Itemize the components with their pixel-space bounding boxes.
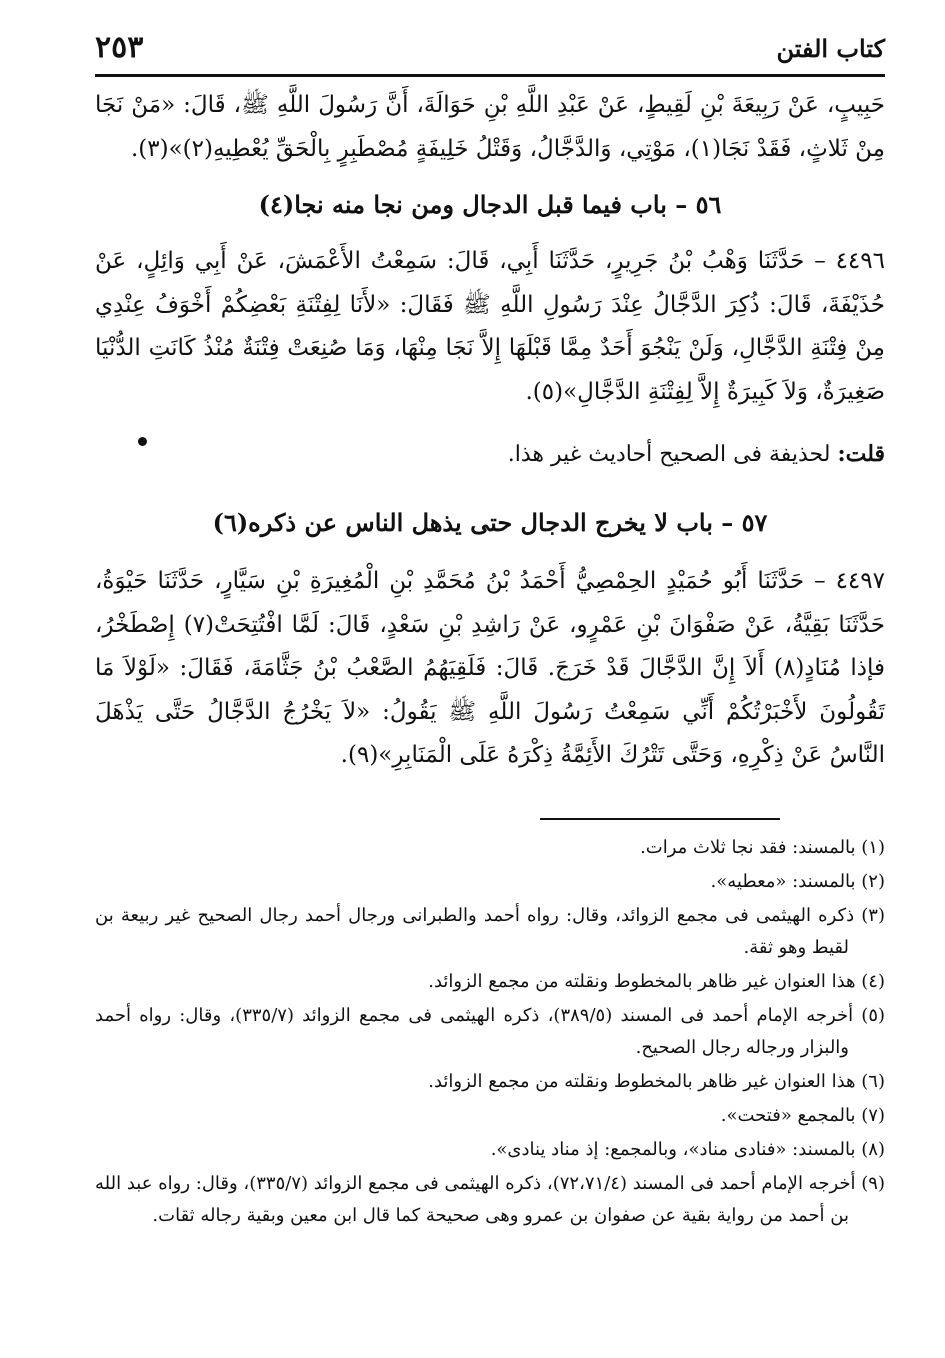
footnote-6: (٦) هذا العنوان غير ظاهر بالمخطوط ونقلته من مجمع الزوائد. xyxy=(428,1071,885,1092)
chapter-heading-56: ٥٦ – باب فيما قبل الدجال ومن نجا منه نجا(٤) xyxy=(258,190,722,219)
ink-dot xyxy=(138,437,147,446)
editor-note xyxy=(95,416,885,492)
page-header xyxy=(95,30,885,70)
hadith-4496: ٤٤٩٦ – حَدَّثَنَا وَهْبُ بْنُ جَرِيرٍ، حَدَّثَنَا أَبِي، قَالَ: سَمِعْتُ الأَعْمَشَ، عَنْ أَبِي وَائِلٍ، عَنْ حُذَيْفَةَ، قَالَ: ذُكِرَ الدَّجَّالُ عِنْدَ رَسُولِ اللَّهِ ﷺ فَقَالَ: «لأَنَا لِفِتْنَةِ بَعْضِكُمْ أَخْوَفُ عِنْدِي مِنْ فِتْنَةِ الدَّجَّالِ، وَلَنْ يَنْجُوَ أَحَدٌ مِمَّا قَبْلَهَا إِلاَّ نَجَا مِنْهَا، وَمَا صُنِعَتْ فِتْنَةٌ مُنْذُ كَانَتِ الدُّنْيَا صَغِيرَةٌ، وَلاَ كَبِيرَةٌ إِلاَّ لِفِتْنَةِ الدَّجَّالِ»(٥). xyxy=(95,248,885,405)
footnote-3: (٣) ذكره الهيثمى فى مجمع الزوائد، وقال: رواه أحمد والطبرانى ورجال أحمد رجال الصحيح غير ربيعة بن لقيط وهو ثقة. xyxy=(95,905,885,958)
footnote-8: (٨) بالمسند: «فنادى مناد»، وبالمجمع: إذ مناد ينادى». xyxy=(490,1139,885,1160)
footnote-rule xyxy=(540,818,780,820)
book-title: كتاب الفتن xyxy=(776,34,885,63)
hadith-4497: ٤٤٩٧ – حَدَّثَنَا أَبُو حُمَيْدٍ الحِمْصِيُّ أَحْمَدُ بْنُ مُحَمَّدِ بْنِ الْمُغِيرَةِ بْنِ سَيَّارٍ، حَدَّثَنَا حَيْوَةُ، حَدَّثَنَا بَقِيَّةُ، عَنْ صَفْوَانَ بْنِ عَمْرٍو، عَنْ رَاشِدِ بْنِ سَعْدٍ، قَالَ: لَمَّا افْتُتِحَتْ(٧) إِصْطَخْرُ، فإذا مُنَادٍ(٨) أَلاَ إِنَّ الدَّجَّالَ قَدْ خَرَجَ. قَالَ: فَلَقِيَهُمُ الصَّعْبُ بْنُ جَثَّامَةَ، فَقَالَ: «لَوْلاَ مَا تَقُولُونَ لأَخْبَرْتُكُمْ أَنِّي سَمِعْتُ رَسُولَ اللَّهِ ﷺ يَقُولُ: «لاَ يَخْرُجُ الدَّجَّالُ حَتَّى يَذْهَلَ النَّاسُ عَنْ ذِكْرِهِ، وَحَتَّى تَتْرُكَ الأَئِمَّةُ ذِكْرَهُ عَلَى الْمَنَابِرِ»(٩). xyxy=(95,568,886,768)
footnote-7: (٧) بالمجمع «فتحت». xyxy=(720,1105,885,1126)
footnotes xyxy=(95,832,885,1234)
footnote-1: (١) بالمسند: فقد نجا ثلاث مرات. xyxy=(640,837,885,858)
hadith-continuation: حَبِيبٍ، عَنْ رَبِيعَةَ بْنِ لَقِيطٍ، عَنْ عَبْدِ اللَّهِ بْنِ حَوَالَةَ، أَنَّ رَسُولَ اللَّهِ ﷺ، قَالَ: «مَنْ نَجَا مِنْ ثَلاثٍ، فَقَدْ نَجَا(١)، مَوْتِي، وَالدَّجَّالُ، وَقَتْلُ خَلِيفَةٍ مُصْطَبِرٍ بِالْحَقِّ يُعْطِيهِ(٢)»(٣). xyxy=(95,92,885,162)
note-text: لحذيفة فى الصحيح أحاديث غير هذا. xyxy=(507,442,831,467)
main-text xyxy=(95,84,885,782)
chapter-heading-57: ٥٧ – باب لا يخرج الدجال حتى يذهل الناس عن ذكره(٦) xyxy=(212,508,768,537)
footnote-2: (٢) بالمسند: «معطيه». xyxy=(710,871,885,892)
note-label: قلت: xyxy=(837,441,885,467)
footnote-5: (٥) أخرجه الإمام أحمد فى المسند (٣٨٩/٥)، ذكره الهيثمى فى مجمع الزوائد (٣٣٥/٧)، وقال: رواه أحمد والبزار ورجاله رجال الصحيح. xyxy=(95,1005,886,1058)
footnote-9: (٩) أخرجه الإمام أحمد فى المسند (٧٢،٧١/٤)، ذكره الهيثمى فى مجمع الزوائد (٣٣٥/٧)، وقال: رواه عبد الله بن أحمد من رواية بقية عن صفوان بن عمرو وهى صحيحة كما قال ابن معين وبقية رجاله ثقات. xyxy=(95,1173,885,1226)
header-rule xyxy=(95,74,885,77)
footnote-4: (٤) هذا العنوان غير ظاهر بالمخطوط ونقلته من مجمع الزوائد. xyxy=(428,971,885,992)
page-number: ٢٥٣ xyxy=(95,30,144,65)
